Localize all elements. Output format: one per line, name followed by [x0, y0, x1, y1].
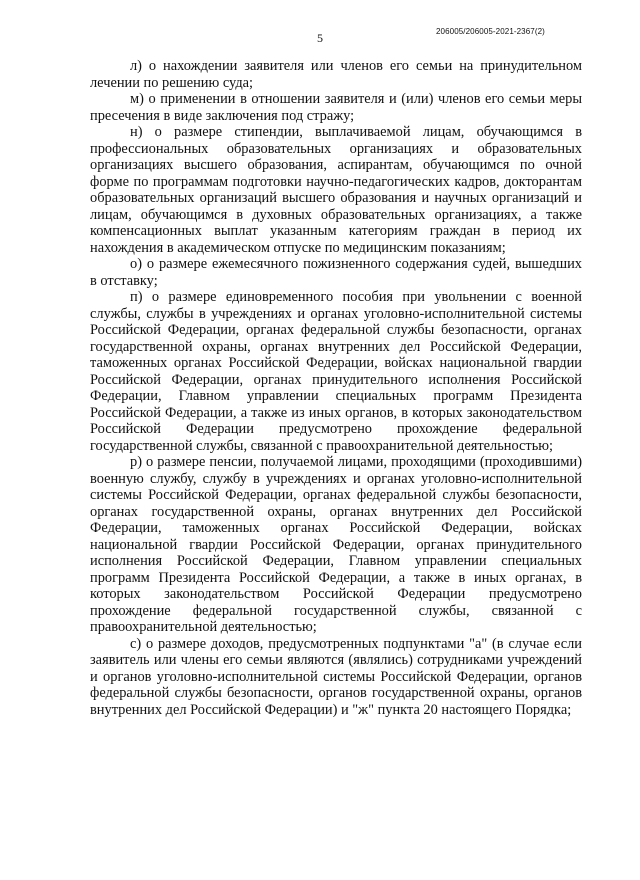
paragraph-n: н) о размере стипендии, выплачиваемой лицам, обучающимся в профессиональных образовательных организациях и образовательных организациях высшего образования, аспирантам, обучающимся по очной форме по программам подготовки научно-педагогических кадров, докторантам образовательных организаций высшего образования и научных организаций и лицам, обучающимся в духовных образовательных организациях, а также компенсационных выплат указанным категориям граждан в период их нахождения в академическом отпуске по медицинским показаниям; — [90, 124, 582, 256]
page-number: 5 — [317, 31, 323, 45]
paragraph-m: м) о применении в отношении заявителя и (или) членов его семьи меры пресечения в виде заключения под стражу; — [90, 91, 582, 124]
paragraph-o: о) о размере ежемесячного пожизненного содержания судей, вышедших в отставку; — [90, 256, 582, 289]
document-body — [90, 58, 582, 718]
paragraph-s: с) о размере доходов, предусмотренных подпунктами "а" (в случае если заявитель или члены его семьи являются (являлись) сотрудниками учреждений и органов уголовно-исполнительной системы Российской Федерации, органов федеральной службы безопасности, органов государственной охраны, органов внутренних дел Российской Федерации) и "ж" пункта 20 настоящего Порядка; — [90, 635, 582, 718]
paragraph-r: р) о размере пенсии, получаемой лицами, проходящими (проходившими) военную службу, службу в учреждениях и органах уголовно-исполнительной системы Российской Федерации, органах федеральной службы безопасности, органах государственной охраны, органах внутренних дел Российской Федерации, таможенных органах Российской Федерации, войсках национальной гвардии Российской Федерации, органах принудительного исполнения Российской Федерации, Главном управлении специальных программ Президента Российской Федерации, а также в иных органах, в которых законодательством Российской Федерации предусмотрено прохождение федеральной государственной службы, связанной с правоохранительной деятельностью; — [90, 454, 582, 635]
document-id: 206005/206005-2021-2367(2) — [436, 27, 545, 36]
paragraph-p: п) о размере единовременного пособия при увольнении с военной службы, службы в учреждениях и органах уголовно-исполнительной системы Российской Федерации, органах федеральной службы безопасности, органах государственной охраны, органах внутренних дел Российской Федерации, таможенных органах Российской Федерации, войсках национальной гвардии Российской Федерации, органах принудительного исполнения Российской Федерации, Главном управлении специальных программ Президента Российской Федерации, а также из иных органов, в которых законодательством Российской Федерации предусмотрено прохождение федеральной государственной службы, связанной с правоохранительной деятельностью; — [90, 289, 582, 454]
paragraph-l: л) о нахождении заявителя или членов его семьи на принудительном лечении по решению суда; — [90, 58, 582, 91]
